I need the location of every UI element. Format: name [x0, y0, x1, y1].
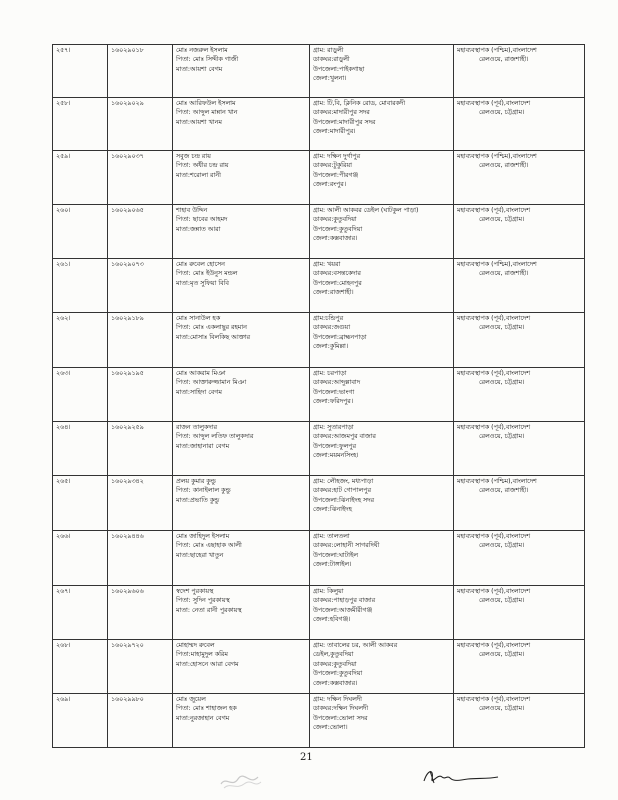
- serial-cell: ২৬০।: [53, 205, 108, 259]
- signature-scribble: [420, 765, 500, 789]
- address-cell-line: ডাকঘর:আজমপুর বাজার: [313, 433, 376, 441]
- address-cell-line: ডাকঘর:লোহানী সাগরদিঘী: [313, 542, 380, 550]
- address-cell-line: উপজেলা:পীরগঞ্জ: [313, 171, 359, 179]
- name-cell-line: মোঃ জুয়েল: [176, 696, 206, 703]
- posting-cell-line: রেলওয়ে, রাজশাহী।: [479, 270, 529, 278]
- serial-cell: ২৬৭।: [53, 586, 108, 640]
- posting-cell: [454, 98, 585, 151]
- address-cell-line: জেলা:ফরিদপুর।: [313, 398, 353, 406]
- name-cell-line: মোঃ আরিফউল ইসলাম: [176, 100, 236, 107]
- posting-cell: [454, 531, 585, 586]
- address-cell-line: গ্রাম: চরপাড়া: [313, 370, 347, 377]
- address-cell-line: ডেইল,কুতুবদিয়া: [313, 651, 354, 659]
- table-row: [53, 531, 585, 586]
- posting-cell-line: রেলওয়ে, চট্টগ্রাম।: [479, 542, 525, 550]
- posting-cell-line: মহাব্যবস্থাপক (পূর্ব),বাংলাদেশ: [457, 424, 530, 431]
- address-cell-line: গ্রাম: দক্ষিন দুর্গাপুর: [313, 153, 361, 160]
- address-cell: [310, 98, 454, 151]
- address-cell: [310, 531, 454, 586]
- address-cell: [310, 313, 454, 368]
- name-cell-line: মাতা:প্রভাতি কুন্ডু: [176, 496, 220, 504]
- posting-cell-line: মহাব্যবস্থাপক (পশ্চিম),বাংলাদেশ: [457, 478, 537, 485]
- posting-cell: [454, 313, 585, 368]
- address-cell-line: ডাকঘর:জগুয়া: [313, 324, 351, 332]
- address-cell-line: ডাকঘর:বসন্তকেদার: [313, 270, 361, 278]
- table-row: [53, 313, 585, 368]
- address-cell-line: জেলা:রংপুর।: [313, 181, 346, 189]
- posting-cell-line: রেলওয়ে, রাজশাহী।: [479, 162, 529, 170]
- name-cell-line: মোঃ সানাউল হক: [176, 315, 221, 322]
- posting-cell-line: মহাব্যবস্থাপক (পশ্চিম),বাংলাদেশ: [457, 261, 537, 268]
- name-cell: [173, 205, 310, 259]
- posting-cell: [454, 694, 585, 748]
- posting-cell-line: মহাব্যবস্থাপক (পূর্ব),বাংলাদেশ: [457, 370, 530, 377]
- name-cell-line: মাতা:ছাহেরা খাতুন: [176, 551, 224, 559]
- address-cell-line: জেলা:টাঙ্গাইল।: [313, 561, 352, 569]
- address-cell-line: জেলা:কুমিল্লা।: [313, 343, 349, 351]
- name-cell-line: প্রলয় কুমার কুন্ডু: [176, 478, 216, 485]
- posting-cell-line: মহাব্যবস্থাপক (পূর্ব),বাংলাদেশ: [457, 642, 530, 649]
- name-cell-line: মোঃ জাহিদুল ইসলাম: [176, 533, 230, 540]
- name-cell-line: মাতা:সাহিদা বেগম: [176, 388, 222, 396]
- serial-cell: ২৬৫।: [53, 476, 108, 531]
- name-cell-line: রাজন তালুকদার: [176, 424, 217, 431]
- posting-cell: [454, 422, 585, 476]
- serial-cell: ২৫৯।: [53, 151, 108, 205]
- address-cell-line: গ্রাম: তালতলা: [313, 533, 350, 540]
- address-cell-line: উপজেলা:পাইকগাছা: [313, 65, 365, 73]
- address-cell-line: গ্রাম: সুতারপাড়া: [313, 424, 354, 431]
- address-cell-line: জেলা:ঝিনাইদহ: [313, 506, 352, 514]
- name-cell-line: পিতা: মোঃ একলাছুর রহমান: [176, 324, 247, 332]
- name-cell: [173, 640, 310, 694]
- name-cell-line: মাতা:শরোলা রানী: [176, 171, 221, 179]
- posting-cell-line: রেলওয়ে, চট্টগ্রাম।: [479, 433, 525, 441]
- table-row: [53, 98, 585, 151]
- posting-cell-line: রেলওয়ে, রাজশাহী।: [479, 56, 529, 64]
- roll-cell: ১৬০২৯১৮৯: [108, 313, 173, 368]
- name-cell-line: মাতা:মৃত সুফিয়া বিবি: [176, 279, 229, 287]
- name-cell-line: পিতা:মাহামুদুল করিম: [176, 651, 228, 659]
- address-cell-line: উপজেলা:মাদারীপুর সদর: [313, 118, 376, 126]
- name-cell-line: পিতা: মোঃ সিদ্দীক গাজী: [176, 56, 239, 64]
- address-cell: [310, 151, 454, 205]
- address-cell-line: জেলা:কক্সবাজার।: [313, 235, 358, 243]
- roll-cell: ১৬০২৯১৯৫: [108, 368, 173, 422]
- name-cell-line: শাহাব উদ্দিন: [176, 207, 208, 214]
- posting-cell-line: রেলওয়ে, চট্টগ্রাম।: [479, 324, 525, 332]
- name-cell-line: পিতা: সুদিন পুরকায়স্থ: [176, 597, 230, 605]
- posting-cell: [454, 45, 585, 98]
- name-cell: [173, 422, 310, 476]
- posting-cell: [454, 368, 585, 422]
- address-cell-line: ডাকঘর:টুকুরিয়া: [313, 162, 352, 170]
- address-cell-line: জেলা:ভোলা।: [313, 724, 348, 732]
- table-row: [53, 422, 585, 476]
- roll-cell: ১৬০২৯৬০৬: [108, 586, 173, 640]
- table-row: [53, 694, 585, 748]
- address-cell-line: ডাকঘর:দক্ষিন দিঘলদী: [313, 705, 369, 713]
- posting-cell: [454, 586, 585, 640]
- name-cell-line: মাতা:জাহানারা বেগম: [176, 442, 230, 450]
- name-cell-line: স্বদেশ পুরকায়স্থ: [176, 588, 214, 595]
- address-cell-line: গ্রাম: দক্ষিন দিঘলদী: [313, 696, 362, 703]
- posting-cell-line: মহাব্যবস্থাপক (পূর্ব),বাংলাদেশ: [457, 696, 530, 703]
- page-number: 21: [300, 752, 313, 763]
- address-cell-line: উপজেলা:ঝিনাইদহ সদর: [313, 496, 374, 504]
- serial-cell: ২৫৭।: [53, 45, 108, 98]
- candidate-table: [52, 44, 585, 748]
- name-cell: [173, 98, 310, 151]
- address-cell: [310, 694, 454, 748]
- name-cell: [173, 586, 310, 640]
- candidate-table-body: [53, 45, 585, 748]
- name-cell-line: পিতা: আক্তারুজ্জামান মিঞা: [176, 379, 247, 387]
- address-cell-line: গ্রাম: আলী আকবর ডেইল (ঘাটকুল পাড়া): [313, 207, 419, 214]
- posting-cell-line: রেলওয়ে, চট্টগ্রাম।: [479, 109, 525, 117]
- address-cell-line: ডাকঘর:রাড়ুলী: [313, 56, 350, 64]
- name-cell: [173, 259, 310, 313]
- name-cell: [173, 368, 310, 422]
- table-row: [53, 640, 585, 694]
- address-cell-line: উপজেলা:আজমীরীগঞ্জ: [313, 606, 373, 614]
- table-row: [53, 205, 585, 259]
- address-cell-line: গ্রাম:চন্ডিপুর: [313, 315, 344, 322]
- address-cell-line: জেলা:কক্সবাজার।: [313, 679, 358, 687]
- name-cell-line: মোঃ নজরুল ইসলাম: [176, 47, 228, 54]
- roll-cell: ১৬০২৯৯৮০: [108, 694, 173, 748]
- name-cell-line: মোঃ আকরাম মিঞা: [176, 370, 226, 377]
- address-cell-line: জেলা:মাদারীপুর।: [313, 128, 356, 136]
- roll-cell: ১৬০২৯০৩৭: [108, 151, 173, 205]
- posting-cell-line: মহাব্যবস্থাপক (পূর্ব),বাংলাদেশ: [457, 588, 530, 595]
- name-cell: [173, 313, 310, 368]
- name-cell-line: পিতা: মোঃ শাহাজল হক: [176, 705, 237, 713]
- name-cell-line: মাতা:নুরজাহান বেগম: [176, 714, 230, 722]
- roll-cell: ১৬০২৯০৭৩: [108, 259, 173, 313]
- posting-cell-line: রেলওয়ে, রাজশাহী।: [479, 487, 529, 495]
- address-cell-line: উপজেলা:ফুলপুর: [313, 442, 357, 450]
- address-cell-line: উপজেলা:ব্রাহ্মনপাড়া: [313, 333, 367, 341]
- serial-cell: ২৬৯।: [53, 694, 108, 748]
- roll-cell: ১৬০২৯০৬৫: [108, 205, 173, 259]
- serial-cell: ২৬৬।: [53, 531, 108, 586]
- name-cell: [173, 694, 310, 748]
- posting-cell-line: রেলওয়ে, চট্টগ্রাম।: [479, 651, 525, 659]
- table-row: [53, 259, 585, 313]
- address-cell-line: গ্রাম: রাড়ুলী: [313, 47, 344, 54]
- posting-cell-line: রেলওয়ে, চট্টগ্রাম।: [479, 705, 525, 713]
- name-cell-line: মাতা:জন্নাত আরা: [176, 225, 221, 233]
- address-cell: [310, 476, 454, 531]
- posting-cell-line: মহাব্যবস্থাপক (পশ্চিম),বাংলাদেশ: [457, 47, 537, 54]
- address-cell-line: গ্রাম: লৌহজং, মধ্যপাড়া: [313, 478, 374, 485]
- roll-cell: ১৬০২৯২৫৯: [108, 422, 173, 476]
- roll-cell: ১৬০২৯০২৯: [108, 98, 173, 151]
- address-cell: [310, 640, 454, 694]
- posting-cell-line: রেলওয়ে, চট্টগ্রাম।: [479, 379, 525, 387]
- posting-cell-line: রেলওয়ে, চট্টগ্রাম।: [479, 216, 525, 224]
- posting-cell-line: মহাব্যবস্থাপক (পূর্ব),বাংলাদেশ: [457, 315, 530, 322]
- address-cell-line: ডাকঘর:হাট গোপালপুর: [313, 487, 371, 495]
- address-cell-line: গ্রাম: খয়রা: [313, 261, 341, 268]
- posting-cell: [454, 640, 585, 694]
- serial-cell: ২৫৮।: [53, 98, 108, 151]
- table-row: [53, 45, 585, 98]
- address-cell-line: উপজেলা:ভোলা সদর: [313, 714, 368, 722]
- roll-cell: ১৬০২৯৩৪২: [108, 476, 173, 531]
- address-cell: [310, 205, 454, 259]
- address-cell-line: গ্রাম: টি,বি, ক্লিনিক রোড, মোবারকদী: [313, 100, 406, 107]
- address-cell-line: জেলা:ময়মনসিংহ।: [313, 452, 359, 460]
- address-cell-line: ডাকঘর:পাহাড়পুর বাজার: [313, 597, 376, 605]
- name-cell-line: পিতা: কানাইলাল কুন্ডু: [176, 487, 231, 495]
- address-cell: [310, 422, 454, 476]
- address-cell: [310, 45, 454, 98]
- posting-cell-line: রেলওয়ে, চট্টগ্রাম।: [479, 597, 525, 605]
- name-cell-line: মাতা:আয়শা বেগম: [176, 65, 223, 73]
- name-cell: [173, 151, 310, 205]
- name-cell-line: পিতা: আব্দুল লতিফ তালুকদার: [176, 433, 254, 441]
- table-row: [53, 151, 585, 205]
- name-cell-line: মাতা:হোসনে আরা বেগম: [176, 660, 239, 668]
- posting-cell-line: মহাব্যবস্থাপক (পূর্ব),বাংলাদেশ: [457, 100, 530, 107]
- name-cell-line: পিতা: মোঃ ইউনুস মন্ডল: [176, 270, 238, 278]
- address-cell-line: উপজেলা:কুতুবদিয়া: [313, 225, 363, 233]
- name-cell-line: পিতা: অধীর চন্দ্র রায়: [176, 162, 229, 170]
- posting-cell: [454, 259, 585, 313]
- address-cell-line: জেলা:রাজশাহী।: [313, 289, 354, 297]
- name-cell-line: মাতা: নেতা রানী পুরকায়স্থ: [176, 606, 242, 614]
- posting-cell: [454, 476, 585, 531]
- address-cell-line: উপজেলা:ভাংগা: [313, 388, 355, 396]
- posting-cell-line: মহাব্যবস্থাপক (পূর্ব),বাংলাদেশ: [457, 207, 530, 214]
- address-cell-line: গ্রাম: তাবালের চর, আলী আকবর: [313, 642, 398, 649]
- address-cell-line: গ্রাম: কিলুয়া: [313, 588, 344, 595]
- roll-cell: ১৬০২৯৪৪৬: [108, 531, 173, 586]
- posting-cell-line: মহাব্যবস্থাপক (পূর্ব),বাংলাদেশ: [457, 533, 530, 540]
- address-cell: [310, 368, 454, 422]
- table-row: [53, 368, 585, 422]
- name-cell-line: মাতা:মোসাঃ বিলকিছ আক্তার: [176, 333, 250, 341]
- name-cell-line: পিতা: মোঃ এছাহাক আলী: [176, 542, 242, 550]
- name-cell-line: মোঃ রুবেল হোসেন: [176, 261, 225, 268]
- address-cell-line: উপজেলা:মোহনপুর: [313, 279, 362, 287]
- address-cell-line: ডাকঘর:কুতুবদিয়া: [313, 216, 357, 224]
- posting-cell-line: মহাব্যবস্থাপক (পশ্চিম),বাংলাদেশ: [457, 153, 537, 160]
- address-cell-line: জেলা:হবিগঞ্জ।: [313, 616, 351, 624]
- address-cell-line: ডাকঘর:কুতুবদিয়া: [313, 660, 357, 668]
- table-row: [53, 476, 585, 531]
- stamp-smudge: [218, 770, 264, 792]
- serial-cell: ২৬১।: [53, 259, 108, 313]
- address-cell-line: উপজেলা:ঘাটাইল: [313, 551, 358, 559]
- roll-cell: ১৬০২৯৭২০: [108, 640, 173, 694]
- address-cell-line: জেলা:খুলনা।: [313, 75, 347, 83]
- address-cell: [310, 259, 454, 313]
- serial-cell: ২৬৩।: [53, 368, 108, 422]
- name-cell: [173, 531, 310, 586]
- name-cell-line: মাতা:আয়শা খানম: [176, 118, 222, 126]
- address-cell-line: ডাকঘর:মাদারীপুর সদর: [313, 109, 370, 117]
- address-cell-line: ডাকঘর:আব্দুল্লাবাদ: [313, 379, 361, 387]
- table-row: [53, 586, 585, 640]
- name-cell: [173, 476, 310, 531]
- serial-cell: ২৬৪।: [53, 422, 108, 476]
- address-cell-line: উপজেলা:কুতুবদিয়া: [313, 670, 363, 678]
- name-cell-line: পিতা: ছাবের আহমদ: [176, 216, 228, 224]
- name-cell: [173, 45, 310, 98]
- posting-cell: [454, 205, 585, 259]
- roll-cell: ১৬০২৯০১৮: [108, 45, 173, 98]
- serial-cell: ২৬৮।: [53, 640, 108, 694]
- serial-cell: ২৬২।: [53, 313, 108, 368]
- name-cell-line: মোহাম্মদ রুবেল: [176, 642, 215, 649]
- address-cell: [310, 586, 454, 640]
- name-cell-line: পিতা: আব্দুল মান্নান খান: [176, 109, 238, 117]
- posting-cell: [454, 151, 585, 205]
- name-cell-line: সবুজ চন্দ্র রায়: [176, 153, 211, 160]
